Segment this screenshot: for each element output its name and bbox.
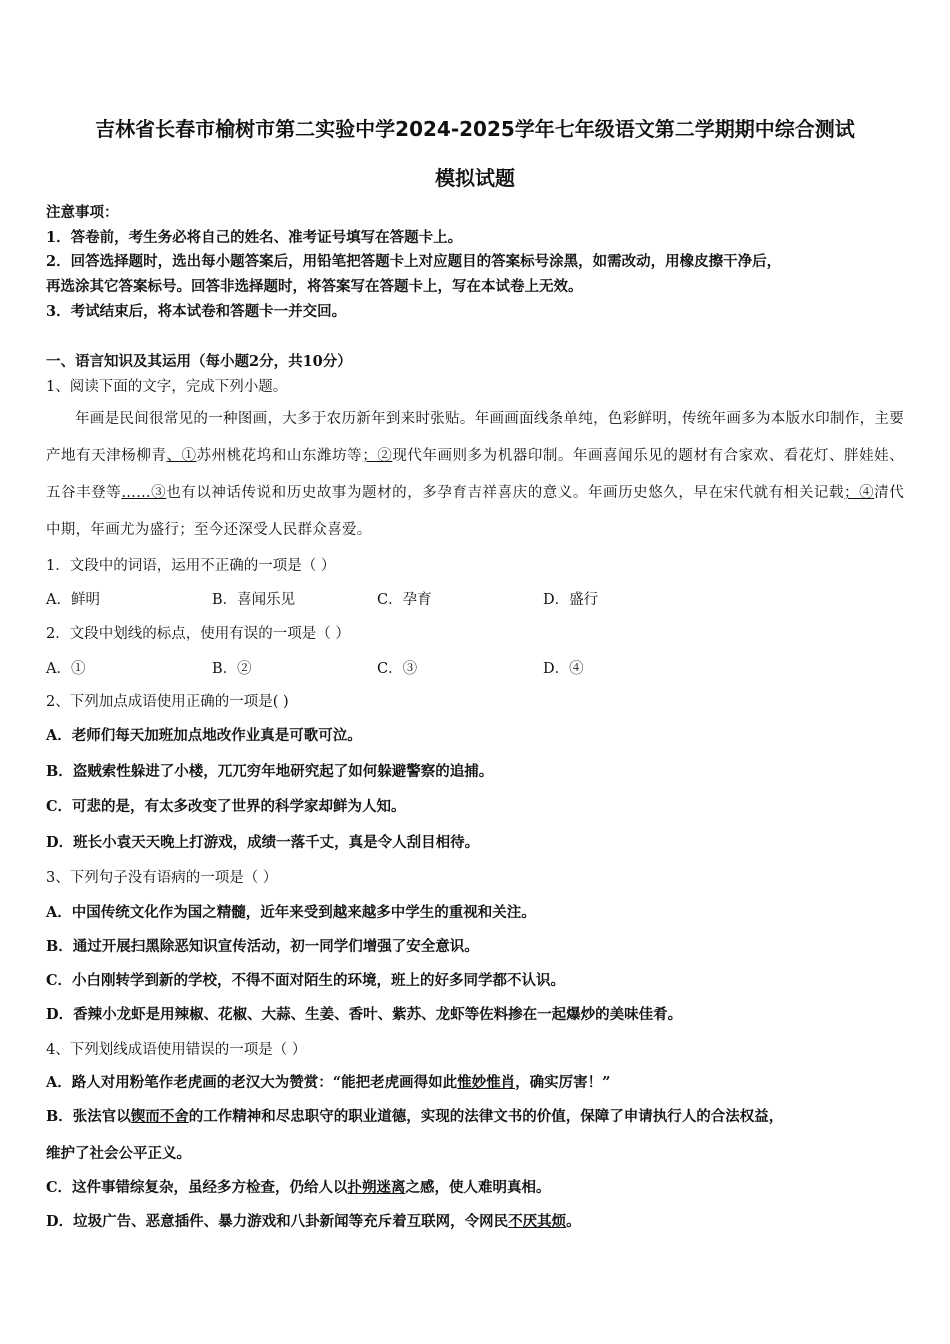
option-a[interactable]: A．路人对用粉笔作老虎画的老汉大为赞赏：“能把老虎画得如此惟妙惟肖，确实厉害！” (46, 1074, 611, 1091)
option-b[interactable]: B．② (212, 661, 252, 677)
option-a[interactable]: A．① (46, 661, 86, 677)
underlined-idiom: 锲而不舍 (130, 1108, 189, 1125)
question-stem: 3、下列句子没有语病的一项是（ ） (46, 870, 278, 886)
option-b-continued: 维护了社会公平正义。 (46, 1145, 191, 1162)
notice-heading: 注意事项： (46, 204, 119, 221)
question-intro: 1、阅读下面的文字，完成下列小题。 (46, 379, 288, 395)
exam-title-line1: 吉林省长春市榆树市第二实验中学2024-2025学年七年级语文第二学期期中综合测试 (95, 117, 855, 141)
option-d[interactable]: D．香辣小龙虾是用辣椒、花椒、大蒜、生姜、香叶、紫苏、龙虾等佐料掺在一起爆炒的美味佳肴。 (46, 1006, 683, 1023)
option-b[interactable]: B．通过开展扫黑除恶知识宣传活动，初一同学们增强了安全意识。 (46, 938, 479, 955)
underlined-idiom: 惟妙惟肖 (457, 1074, 516, 1091)
underlined-punctuation: ；② (362, 448, 393, 464)
option-c[interactable]: C．③ (377, 661, 418, 677)
option-c[interactable]: C．小白刚转学到新的学校，不得不面对陌生的环境，班上的好多同学都不认识。 (46, 972, 566, 989)
underlined-punctuation: ……③ (121, 485, 167, 501)
reading-passage: 年画是民间很常见的一种图画，大多于农历新年到来时张贴。年画画面线条单纯，色彩鲜明，传统年画多为本版水印制作，主要产地有天津杨柳青、①苏州桃花坞和山东潍坊等；②现代年画则多为机器印制。年画喜闻乐见的题材有合家欢、看花灯、胖娃娃、五谷丰登等……③也有以神话传说和历史故事为题材的，多孕育吉祥喜庆的意义。年画历史悠久，早在宋代就有相关记载；④清代中期，年画尤为盛行；至今还深受人民群众喜爱。 (46, 411, 905, 538)
option-c[interactable]: C．这件事错综复杂，虽经多方检查，仍给人以扑朔迷离之感，使人难明真相。 (46, 1179, 551, 1196)
notice-item: 1．答卷前，考生务必将自己的姓名、准考证号填写在答题卡上。 (46, 229, 463, 246)
question-stem: 4、下列划线成语使用错误的一项是（ ） (46, 1042, 307, 1058)
notice-item: 2．回答选择题时，选出每小题答案后，用铅笔把答题卡上对应题目的答案标号涂黑，如需改动，用橡皮擦干净后， (46, 253, 782, 270)
notice-item: 再选涂其它答案标号。回答非选择题时，将答案写在答题卡上，写在本试卷上无效。 (46, 278, 583, 295)
sub-question-stem: 1．文段中的词语，运用不正确的一项是（ ） (46, 558, 336, 574)
section-heading: 一、语言知识及其运用（每小题2分，共10分） (46, 353, 352, 370)
option-a[interactable]: A．鲜明 (46, 592, 100, 608)
underlined-punctuation: ；④ (844, 485, 875, 501)
sub-question-stem: 2．文段中划线的标点，使用有误的一项是（ ） (46, 626, 350, 642)
option-c[interactable]: C．孕育 (377, 592, 432, 608)
option-b[interactable]: B．张法官以锲而不舍的工作精神和尽忠职守的职业道德，实现的法律文书的价值，保障了申请执行人的合法权益， (46, 1108, 784, 1125)
option-b[interactable]: B．喜闻乐见 (212, 592, 296, 608)
underlined-idiom: 不厌其烦 (508, 1213, 567, 1230)
option-d[interactable]: D．盛行 (543, 592, 599, 608)
option-d[interactable]: D．班长小袁天天晚上打游戏，成绩一落千丈，真是令人刮目相待。 (46, 834, 480, 851)
option-b[interactable]: B．盗贼索性躲进了小楼，兀兀穷年地研究起了如何躲避警察的追捕。 (46, 763, 494, 780)
option-a[interactable]: A．中国传统文化作为国之精髓，近年来受到越来越多中学生的重视和关注。 (46, 904, 536, 921)
notice-item: 3．考试结束后，将本试卷和答题卡一并交回。 (46, 303, 347, 320)
option-a[interactable]: A．老师们每天加班加点地改作业真是可歌可泣。 (46, 727, 362, 744)
option-c[interactable]: C．可悲的是，有太多改变了世界的科学家却鲜为人知。 (46, 798, 406, 815)
option-d[interactable]: D．④ (543, 661, 584, 677)
exam-title-line2: 模拟试题 (435, 166, 515, 190)
underlined-punctuation: 、① (166, 448, 197, 464)
question-stem: 2、下列加点成语使用正确的一项是( ) (46, 694, 289, 710)
underlined-idiom: 扑朔迷离 (347, 1179, 406, 1196)
option-d[interactable]: D．垃圾广告、恶意插件、暴力游戏和八卦新闻等充斥着互联网，令网民不厌其烦。 (46, 1213, 581, 1230)
